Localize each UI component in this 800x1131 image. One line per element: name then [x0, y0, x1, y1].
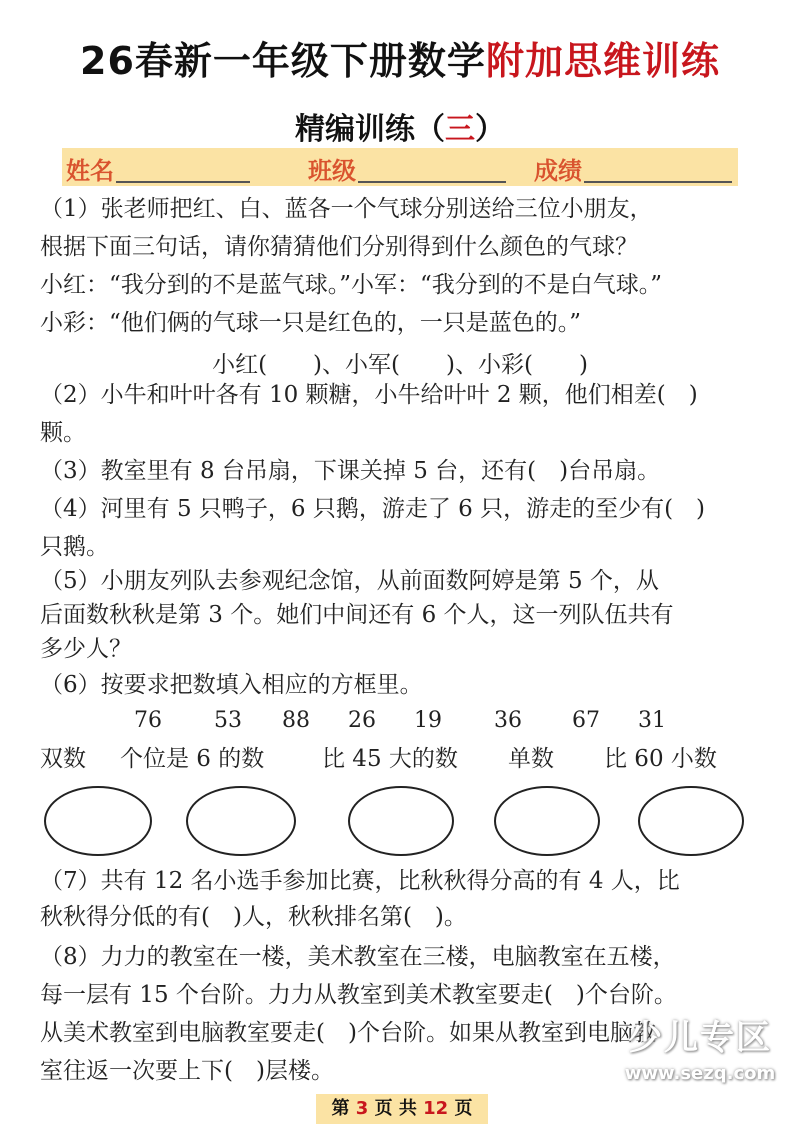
- question-8-line-3: 从美术教室到电脑教室要走( )个台阶。如果从教室到电脑教: [40, 1020, 656, 1046]
- category-less-60-label: 比 60 小数: [604, 746, 717, 772]
- question-8-line-1: （8）力力的教室在一楼，美术教室在三楼，电脑教室在五楼，: [40, 944, 676, 970]
- watermark-brand: 少儿专区: [628, 1018, 772, 1058]
- student-info-bar: [62, 148, 738, 186]
- number-item: 26: [348, 708, 376, 733]
- worksheet-title: [0, 30, 800, 85]
- number-item: 88: [282, 708, 310, 733]
- question-1-line-1: （1）张老师把红、白、蓝各一个气球分别送给三位小朋友，: [40, 196, 653, 222]
- question-2-line-2: 颗。: [40, 420, 86, 446]
- subtitle-number: 三: [445, 112, 475, 147]
- question-1-line-4: 小彩：“他们俩的气球一只是红色的，一只是蓝色的。”: [40, 310, 582, 336]
- question-8-line-2: 每一层有 15 个台阶。力力从教室到美术教室要走( )个台阶。: [40, 982, 677, 1008]
- name-label: 姓名: [66, 157, 114, 185]
- answer-oval-odd[interactable]: [494, 786, 600, 856]
- page-middle: 页 共: [374, 1098, 417, 1119]
- question-8-line-4: 室往返一次要上下( )层楼。: [40, 1058, 334, 1084]
- question-6: （6）按要求把数填入相应的方框里。: [40, 672, 423, 698]
- watermark: [600, 1010, 800, 1084]
- score-field: [534, 151, 732, 186]
- page-indicator: [316, 1094, 488, 1124]
- class-blank-line[interactable]: [358, 180, 506, 183]
- name-field: [66, 151, 250, 186]
- page-prefix: 第: [331, 1098, 350, 1119]
- page-suffix: 页: [454, 1098, 473, 1119]
- answer-oval-less-60[interactable]: [638, 786, 744, 856]
- title-main: 26春新一年级下册数学: [80, 39, 486, 83]
- subtitle-open-paren: （: [415, 112, 445, 147]
- category-ones-six-label: 个位是 6 的数: [120, 746, 265, 772]
- subtitle-close-paren: ）: [475, 112, 505, 147]
- question-4-line-1: （4）河里有 5 只鸭子，6 只鹅，游走了 6 只，游走的至少有( ): [40, 496, 706, 522]
- total-pages: 12: [423, 1098, 449, 1119]
- number-item: 67: [572, 708, 600, 733]
- question-5-line-3: 多少人？: [40, 636, 132, 662]
- question-3: （3）教室里有 8 台吊扇，下课关掉 5 台，还有( )台吊扇。: [40, 458, 661, 484]
- category-even-label: 双数: [40, 746, 86, 772]
- watermark-url: www.sezq.com: [624, 1063, 776, 1084]
- name-blank-line[interactable]: [116, 180, 250, 183]
- title-highlight: 附加思维训练: [485, 39, 720, 83]
- question-4-line-2: 只鹅。: [40, 534, 109, 560]
- score-label: 成绩: [534, 157, 582, 185]
- question-1-line-2: 根据下面三句话，请你猜猜他们分别得到什么颜色的气球？: [40, 234, 638, 260]
- score-blank-line[interactable]: [584, 180, 732, 183]
- number-item: 19: [414, 708, 442, 733]
- question-1-answer-line: 小红( )、小军( )、小彩( ): [212, 352, 588, 378]
- question-7-line-1: （7）共有 12 名小选手参加比赛，比秋秋得分高的有 4 人，比: [40, 868, 680, 894]
- class-field: [308, 151, 506, 186]
- category-greater-45-label: 比 45 大的数: [322, 746, 458, 772]
- number-item: 53: [214, 708, 242, 733]
- subtitle-main: 精编训练: [295, 112, 415, 147]
- question-5-line-2: 后面数秋秋是第 3 个。她们中间还有 6 个人，这一列队伍共有: [40, 602, 674, 628]
- current-page: 3: [355, 1098, 369, 1119]
- number-item: 36: [494, 708, 522, 733]
- question-1-line-3: 小红：“我分到的不是蓝气球。”小军：“我分到的不是白气球。”: [40, 272, 663, 298]
- worksheet-subtitle: [0, 104, 800, 148]
- number-item: 76: [134, 708, 162, 733]
- question-5-line-1: （5）小朋友列队去参观纪念馆，从前面数阿婷是第 5 个，从: [40, 568, 659, 594]
- class-label: 班级: [308, 157, 356, 185]
- number-item: 31: [638, 708, 666, 733]
- question-7-line-2: 秋秋得分低的有( )人，秋秋排名第( )。: [40, 904, 467, 930]
- answer-oval-even[interactable]: [44, 786, 152, 856]
- answer-oval-ones-six[interactable]: [186, 786, 296, 856]
- category-odd-label: 单数: [508, 746, 554, 772]
- question-2-line-1: （2）小牛和叶叶各有 10 颗糖，小牛给叶叶 2 颗，他们相差( ): [40, 382, 698, 408]
- answer-oval-greater-45[interactable]: [348, 786, 454, 856]
